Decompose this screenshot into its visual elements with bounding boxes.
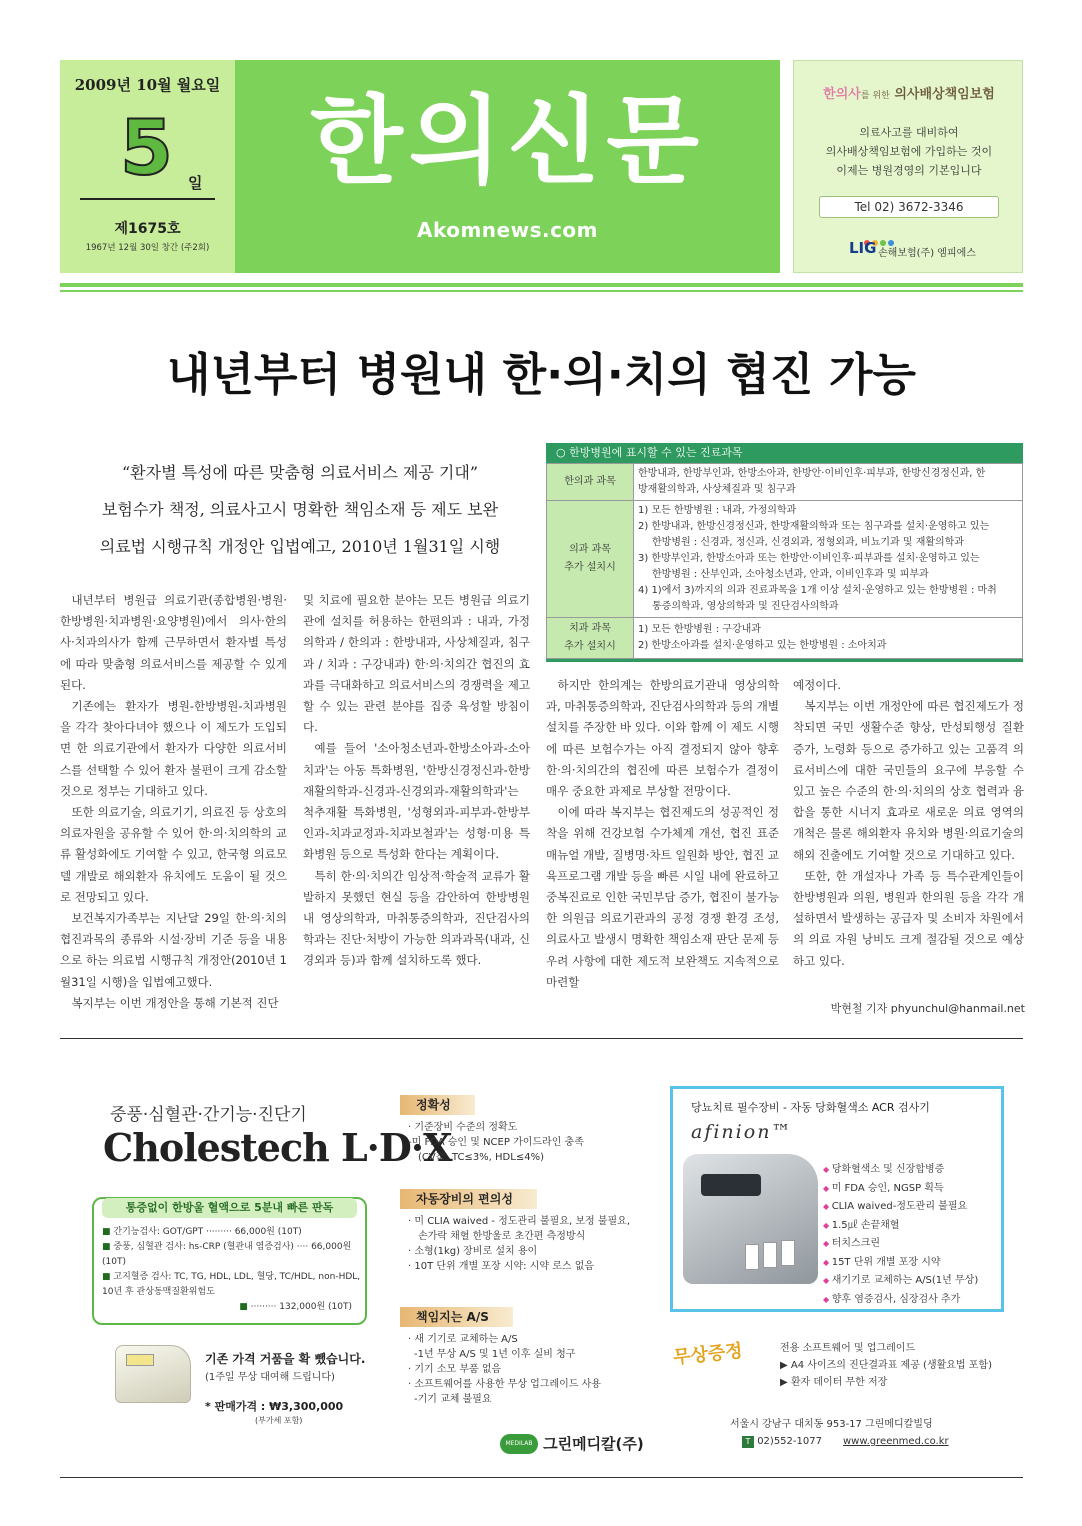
test-cartridge [763, 1242, 777, 1268]
list-item: ◆ 미 FDA 승인, NGSP 획득 [823, 1180, 1003, 1199]
row-content: 한방내과, 한방부인과, 한방소아과, 한방안·이비인후·피부과, 한방신경정신과, 한 방재활의학과, 사상체질과 및 침구과 [634, 464, 1023, 501]
insurance-ad-heading: 한의사를 위한 의사배상책임보험 [823, 87, 995, 102]
list-item: ◆ 터치스크린 [823, 1235, 1003, 1254]
greenmedical-logo: MEDILAB 그린메디칼(주) [500, 1433, 670, 1455]
byline: 박현철 기자 phyunchul@hanmail.net [830, 1002, 1025, 1015]
day-unit: 일 [188, 174, 203, 192]
table-row [547, 618, 1023, 659]
list-item: ◆ 새기기로 교체하는 A/S(1년 무상) [823, 1272, 1003, 1291]
list-item: ■ 고지혈증 검사: TC, TG, HDL, LDL, 혈당, TC/HDL, non-HDL, 10년 후 관상동맥질환위험도 [102, 1270, 362, 1300]
article-column-1: 내년부터 병원급 의료기관(종합병원·병원·한방병원·치과병원·요양병원)에서 의사·한의사·치과의사가 함께 근무하면서 환자별 특성에 따라 맞춤형 의료서비스를 제공할 수 있게 된다. 기존에는 환자가 병원-한방병원-치과병원을 각각 찾아다녀야 했으나 이 제도가 도입되면 한 의료기관에서 환자가 다양한 의료서비스를 선택할 수 있어 환자 불편이 크게 감소할 것으로 정부는 기대하고 있다. 또한 의료기술, 의료기기, 의료진 등 상호의 의료자원을 공유할 수 있어 한·의·치의학의 교류 활성화에도 기여할 수 있고, 한국형 의료모델 개발로 해외환자 유치에도 도움이 될 것으로 전망되고 있다. 보건복지가족부는 지난달 29일 한·의·치의 협진과목의 종류와 시설·장비 기준 등을 내용으로 하는 의료법 시행규칙 개정안(2010년 1월31일 시행)을 입법예고했다. 복지부는 이번 개정안을 통해 기본적 진단 [60, 593, 287, 1010]
issue-number: 제1675호 [114, 221, 181, 237]
insurance-ad-text: 의료사고를 대비하여 의사배상책임보험에 가입하는 것이 이제는 병원경영의 기본입니다 [825, 126, 993, 177]
feature-convenience [400, 1188, 660, 1274]
date-box [60, 60, 235, 273]
price-value: * 판매가격 : ₩3,300,000 [205, 1400, 344, 1413]
test-cartridge [745, 1244, 759, 1270]
list-item: ◆ 15T 단위 개별 포장 시약 [823, 1254, 1003, 1273]
company-phone: T 02)552-1077 [742, 1436, 822, 1448]
article-column-4: 예정이다. 복지부는 이번 개정안에 따른 협진제도가 정착되면 국민 생활수준 향상, 만성퇴행성 질환 증가, 노령화 등으로 증가하고 있는 고품격 의료서비스에 대한 국민들의 요구에 부응할 수 있고 높은 수준의 한·의·치의의 상호 협력과 융합을 통한 시너지 효과로 새로운 의료 영역의 개척은 물론 해외환자 유치와 병원·의료기술의 해외 진출에도 기여할 것으로 기대하고 있다. 또한, 한 개설자나 가족 등 특수관계인들이 한방병원과 의원, 병원과 한의원 등을 각각 개설하면서 발생하는 공급자 및 소비자 차원에서의 의료 자원 낭비도 크게 절감될 것으로 예상하고 있다. [793, 678, 1024, 968]
lig-company: 손해보험(주) 엠피에스 [878, 248, 976, 259]
list-item: ■ 간기능검사: GOT/GPT ········· 66,000원 (10T) [102, 1225, 362, 1240]
bonus-badge: 무상증정 [672, 1340, 744, 1369]
list-item: ◆ CLIA waived-정도관리 불필요 [823, 1198, 1003, 1217]
table-bottom-rule [546, 659, 1023, 662]
row-label: 한의과 과목 [547, 464, 634, 501]
page-bottom-rule [60, 1477, 1023, 1478]
article-column-3: 하지만 한의계는 한방의료기관내 영상의학과, 마취통증의학과, 진단검사의학과 등의 개별설치를 주장한 바 있다. 이와 함께 이 제도 시행에 따른 보험수가는 아직 결정되지 않아 향후 한·의·치의간의 협진에 따른 보험수가 결정이 매우 중요한 과제로 부상할 전망이다. 이에 따라 복지부는 협진제도의 성공적인 정착을 위해 건강보험 수가체계 개선, 협진 표준매뉴얼 개발, 질병명·차트 일원화 방안, 협진 교육프로그램 개발 등을 빠른 시일 내에 완료하고 중복진료로 인한 국민부담 증가, 협진이 불가능한 의원급 의료기관과의 공정 경쟁 환경 조성, 의료사고 발생시 명확한 책임소재 판단 문제 등 우려 사항에 대한 제도적 보완책도 지속적으로 마련할 [546, 678, 780, 989]
device-screen [126, 1354, 154, 1366]
masthead-rule-thin [60, 290, 1023, 292]
issue-date: 2009년 10월 월요일 [74, 76, 221, 94]
day-number: 5 [120, 103, 173, 192]
afinion-features [823, 1161, 1003, 1309]
price-vat: (부가세 포함) [255, 1416, 303, 1425]
row-label: 의과 과목 추가 설치시 [547, 501, 634, 618]
row-content: 1) 모든 한방병원 : 구강내과 2) 한방소아과를 설치·운영하고 있는 한방병원 : 소아치과 [634, 618, 1023, 659]
afinion-logo: afinion™ [691, 1121, 793, 1143]
insurance-tel: Tel 02) 3672-3346 [819, 196, 999, 218]
company-address: 서울시 강남구 대치동 953-17 그린메디칼빌딩 [730, 1419, 933, 1430]
website-url[interactable]: Akomnews.com [416, 218, 599, 242]
headline: 내년부터 병원내 한·의·치의 협진 가능 [167, 348, 916, 401]
feature-text: · 새 기기로 교체하는 A/S -1년 무상 A/S 및 1년 이후 실비 청구 · 기기 소모 부품 없음 · 소프트웨어를 사용한 무상 업그레이드 사용 -기기 교체 불필요 [408, 1334, 601, 1405]
ad-title: 중풍·심혈관·간기능·진단기 [110, 1105, 307, 1125]
row-content: 1) 모든 한방병원 : 내과, 가정의학과 2) 한방내과, 한방신경정신과, 한방재활의학과 또는 침구과를 설치·운영하고 있는 한방병원 : 신경과, 정신과, 신경외과, 정형외과, 비뇨기과 및 재활의학과 3) 한방부인과, 한방소아과 또는 한방안·이비인후·피부과를 설치·운영하고 있는 한방병원 : 산부인과, 소아청소년과, 안과, 이비인후과 및 피부과 4) 1)에서 3)까지의 의과 진료과목을 1개 이상 설치·운영하고 있는 한방병원 : 마취 통증의학과, 영상의학과 및 진단검사의학과 [634, 501, 1023, 618]
table-title: ○ 한방병원에 표시할 수 있는 진료과목 [546, 443, 1023, 463]
date-divider [80, 198, 215, 200]
insurance-ad[interactable] [793, 60, 1023, 273]
department-table [546, 443, 1023, 662]
list-item: ■ 중풍, 심혈관 검사: hs-CRP (혈관내 염증검사) ···· 66,000원 (10T) [102, 1240, 362, 1270]
feature-tag: 책임지는 A/S [400, 1307, 513, 1327]
lig-logo: LIG [849, 239, 877, 257]
feature-tag: 자동장비의 편의성 [400, 1189, 537, 1209]
cholestech-device-image [115, 1345, 191, 1403]
masthead-rule [60, 283, 1023, 287]
test-cartridge [781, 1240, 795, 1266]
list-item: ◆ 향후 염증검사, 심장검사 추가 [823, 1291, 1003, 1310]
ad-price-box-heading: 통증없이 한방울 혈액으로 5분내 빠른 판독 [102, 1198, 357, 1218]
feature-tag: 정확성 [400, 1095, 475, 1115]
afinion-title: 당뇨치료 필수장비 - 자동 당화혈색소 ACR 검사기 [691, 1101, 930, 1114]
price-note: (1주일 무상 대여해 드립니다) [205, 1372, 335, 1383]
table-row [547, 464, 1023, 501]
table-row [547, 501, 1023, 618]
price-headline: 기존 가격 거품을 확 뺐습니다. [205, 1352, 366, 1366]
feature-service [400, 1306, 660, 1407]
ad-price-box [92, 1197, 367, 1325]
row-label: 치과 과목 추가 설치시 [547, 618, 634, 659]
section-divider [60, 1038, 1023, 1039]
list-item-price: ■ ········· 132,000원 (10T) [102, 1300, 362, 1315]
masthead [60, 60, 780, 273]
list-item: ◆ 당화혈색소 및 신장합병증 [823, 1161, 1003, 1180]
device-slot [701, 1174, 761, 1196]
article-column-2: 및 치료에 필요한 분야는 모든 병원급 의료기관에 설치를 허용하는 한편의과 : 내과, 가정의학과 / 한의과 : 한방내과, 사상체질과, 침구과 / 치과 : 구강내과) 한·의·치의간 협진의 효과를 극대화하고 의료서비스의 경쟁력을 제고할 수 있는 관련 분야를 집중 육성할 방침이다. 예를 들어 '소아청소년과-한방소아과-소아치과'는 아동 특화병원, '한방신경정신과-한방재활의학과-신경과-신경외과-재활의학과'는 척추재활 특화병원, '성형외과-피부과-한방부인과-치과교정과-치과보철과'는 성형·미용 특화병원 등으로 특성화 한다는 계획이다. 특히 한·의·치의간 임상적·학술적 교류가 활발하지 못했던 현실 등을 감안하여 한방병원내 영상의학과, 마취통증의학과, 진단검사의학과는 진단·처방이 가능한 의과과목(내과, 신경외과 등)과 함께 설치하도록 했다. [303, 593, 530, 968]
feature-accuracy [400, 1094, 650, 1165]
founded-date: 1967년 12월 30일 창간 (주2회) [85, 243, 210, 253]
subhead-3: 의료법 시행규칙 개정안 입법예고, 2010년 1월31일 시행 [99, 537, 501, 556]
subhead-2: 보험수가 책정, 의료사고시 명확한 책임소재 등 제도 보완 [101, 500, 499, 519]
afinion-device-image [683, 1154, 818, 1284]
newspaper-title: 한의신문 [310, 84, 705, 197]
subhead-1: “환자별 특성에 따른 맞춤형 의료서비스 제공 기대” [122, 463, 478, 482]
ad-brand: Cholestech L·D·X [103, 1125, 452, 1170]
phone-icon: T [742, 1436, 754, 1448]
afinion-ad [670, 1086, 1004, 1312]
company-website[interactable]: www.greenmed.co.kr [843, 1436, 949, 1447]
feature-text: · 미 CLIA waived - 정도관리 불필요, 보정 불필요, 손가락 채혈 한방울로 초간편 측정방식 · 소형(1kg) 장비로 설치 용이 · 10T 단위 개별 포장 시약: 시약 로스 없음 [408, 1216, 631, 1272]
feature-text: · 기준장비 수준의 정확도 -미 FDA 승인 및 NCEP 가이드라인 충족 (CV값: TC≤3%, HDL≤4%) [408, 1122, 584, 1163]
list-item: ◆ 1.5㎕ 손끝채혈 [823, 1217, 1003, 1236]
bonus-text: 전용 소프트웨어 및 업그레이드 ▶ A4 사이즈의 진단결과표 제공 (생활요법 포함) ▶ 환자 데이터 무한 저장 [780, 1343, 992, 1388]
